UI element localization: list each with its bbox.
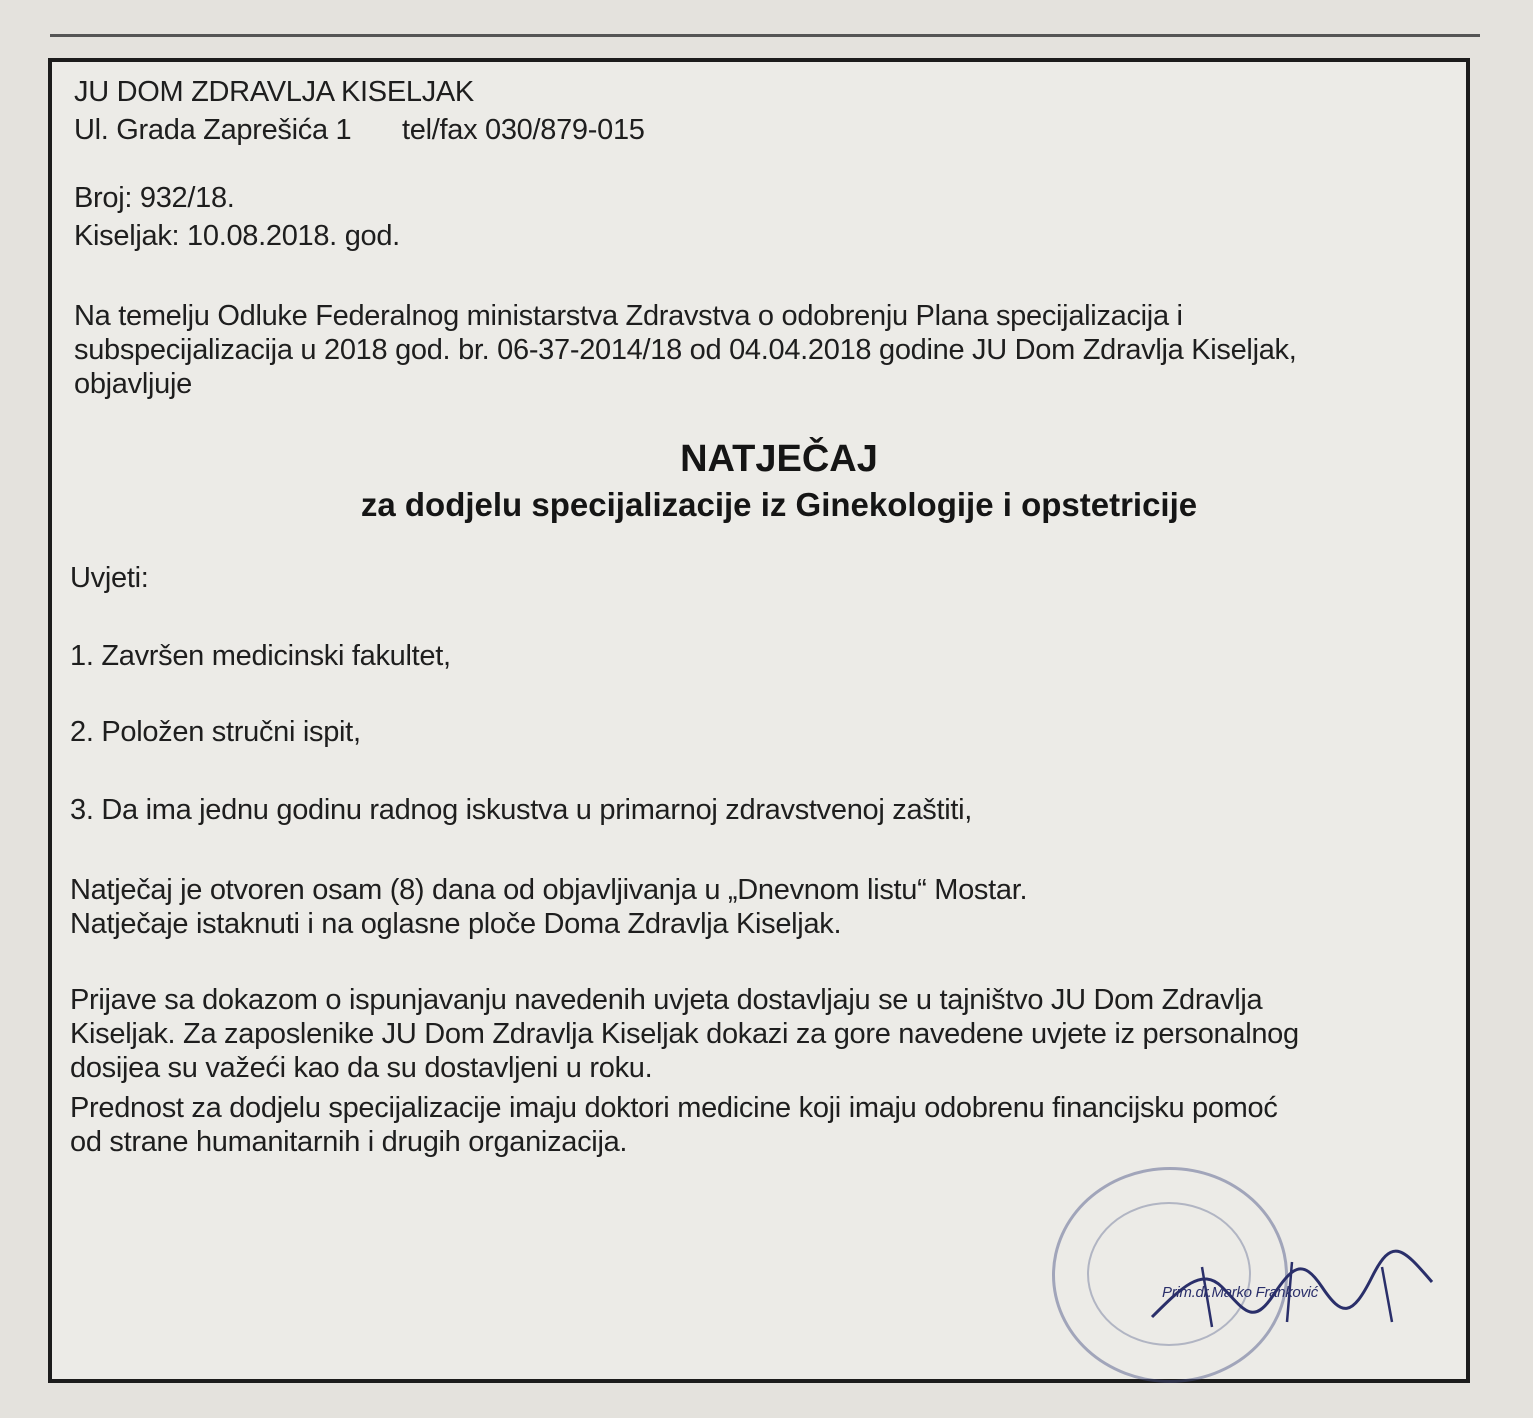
page-title: NATJEČAJ (680, 438, 878, 480)
reference-number: Broj: 932/18. (74, 182, 235, 214)
notice-frame (48, 58, 1470, 1383)
condition-item: 2. Položen stručni ispit, (70, 716, 361, 748)
top-rule (50, 34, 1480, 37)
notice-line: Natječaje istaknuti i na oglasne ploče Doma Zdravlja Kiseljak. (70, 908, 842, 940)
signatory-name: Prim.dr.Marko Franković (1162, 1284, 1318, 1301)
org-name: JU DOM ZDRAVLJA KISELJAK (74, 76, 474, 108)
org-address: Ul. Grada Zaprešića 1 (74, 114, 352, 146)
conditions-heading: Uvjeti: (70, 562, 149, 594)
notice-line: Natječaj je otvoren osam (8) dana od objavljivanja u „Dnevnom listu“ Mostar. (70, 874, 1028, 906)
applications-line: Prednost za dodjelu specijalizacije imaju doktori medicine koji imaju odobrenu financijsku pomoć (70, 1092, 1278, 1124)
condition-item: 1. Završen medicinski fakultet, (70, 640, 451, 672)
intro-line: Na temelju Odluke Federalnog ministarstva Zdravstva o odobrenju Plana specijalizacija i (74, 300, 1183, 332)
intro-line: subspecijalizacija u 2018 god. br. 06-37-2014/18 od 04.04.2018 godine JU Dom Zdravlja Kiseljak, (74, 334, 1297, 366)
applications-line: dosijea su važeći kao da su dostavljeni u roku. (70, 1052, 653, 1084)
applications-line: od strane humanitarnih i drugih organizacija. (70, 1126, 628, 1158)
reference-date: Kiseljak: 10.08.2018. god. (74, 220, 400, 252)
org-phone: tel/fax 030/879-015 (402, 114, 645, 146)
condition-item: 3. Da ima jednu godinu radnog iskustva u primarnoj zdravstvenoj zaštiti, (70, 794, 973, 826)
applications-line: Prijave sa dokazom o ispunjavanju navedenih uvjeta dostavljaju se u tajništvo JU Dom Zdravlja (70, 984, 1263, 1016)
page-subtitle: za dodjelu specijalizacije iz Ginekologije i opstetricije (360, 486, 1198, 523)
intro-line: objavljuje (74, 368, 192, 400)
applications-line: Kiseljak. Za zaposlenike JU Dom Zdravlja Kiseljak dokazi za gore navedene uvjete iz personalnog (70, 1018, 1299, 1050)
